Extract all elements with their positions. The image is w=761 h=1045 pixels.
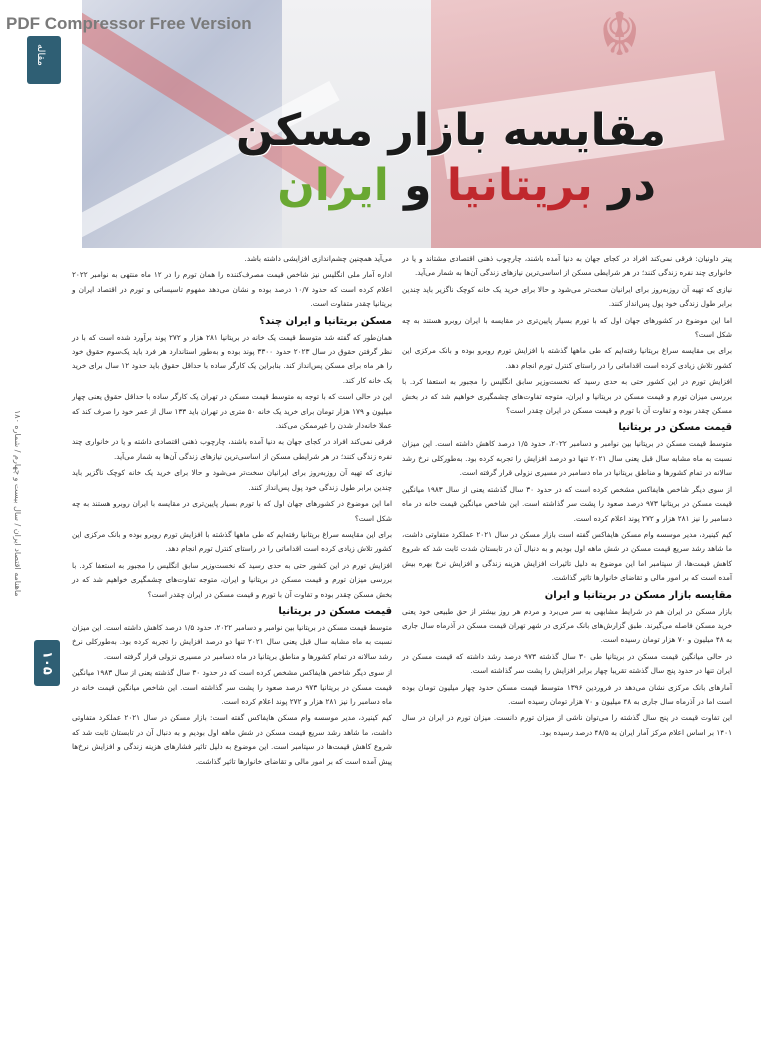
title-country-uk: بریتانیا [446, 160, 593, 211]
body-paragraph: نیازی که تهیه آن روزبه‌روز برای ایرانیان سخت‌تر می‌شود و حالا برای خرید یک خانه کوچک ناگزیر باید چندین برابر طول زندگی خود پول پس‌انداز کنند. [402, 284, 732, 309]
article-title-line2 [277, 160, 656, 211]
body-paragraph: اما این موضوع در کشورهای جهان اول که با تورم بسیار پایین‌تری در مقایسه با ایران روبرو هستند به چه شکل است؟ [402, 315, 732, 340]
body-paragraph: اداره آمار ملی انگلیس نیز شاخص قیمت مصرف‌کننده را همان تورم را در ۱۲ ماه منتهی به نوامبر ۲۰۲۲ اعلام کرده است که حدود ۱۰/۷ درصد بوده و نشان می‌دهد مفهوم تاسیساتی و تورم در اقتصاد ایران و بریتانیا چقدر متفاوت است. [72, 270, 392, 309]
page-number: ۱۰۵ [34, 640, 60, 686]
body-paragraph: برای این مقایسه سراغ بریتانیا رفته‌ایم که طی ماهها گذشته با افزایش تورم روبرو بوده و بانک مرکزی این کشور تلاش زیادی کرده است اقداماتی را در راستای کنترل تورم انجام دهد. [72, 529, 392, 554]
pdf-watermark: PDF Compressor Free Version [6, 14, 252, 33]
section-tab-label: مقاله [35, 44, 46, 66]
section-tab [27, 36, 61, 84]
body-paragraph: افزایش تورم در این کشور حتی به حدی رسید که نخست‌وزیر سابق انگلیس را مجبور به استعفا کرد. با بررسی میزان تورم و قیمت مسکن در بریتانیا و ایران، متوجه تفاوت‌های چشمگیری خواهیم شد که در بخش مسکن چقدر بوده و تفاوت آن با تورم و قیمت مسکن در ایران چقدر است؟ [402, 377, 732, 416]
article-title-line1: مقایسه بازار مسکن [235, 105, 666, 156]
body-paragraph: این در حالی است که با توجه به متوسط قیمت مسکن در تهران یک کارگر ساده با حداقل حقوق یعنی چهار میلیون و ۱۷۹ هزار تومان برای خرید یک خانه ۵۰ متری در تهران باید ۱۳۳ سال از عمر خود را صرف کند که عملا خانه‌دار شدن را غیرممکن می‌کند. [72, 392, 392, 431]
article-column-left [72, 252, 392, 771]
body-paragraph: متوسط قیمت مسکن در بریتانیا بین نوامبر و دسامبر ۲۰۲۲، حدود ۱/۵ درصد کاهش داشته است. این میزان نسبت به ماه مشابه سال قبل یعنی سال ۲۰۲۱ تنها دو درصد افزایش را تجربه کرده بود. به‌طورکلی نرخ رشد سالانه در تمام کشورها و مناطق بریتانیا در ماه دسامبر در مسیری نزولی قرار گرفته است. [72, 622, 392, 661]
body-paragraph: برای بی مقایسه سراغ بریتانیا رفته‌ایم که طی ماهها گذشته با افزایش تورم روبرو بوده و بانک مرکزی این کشور تلاش زیادی کرده است اقداماتی را در راستای کنترل تورم انجام دهد. [402, 346, 732, 370]
body-paragraph: از سوی دیگر شاخص هایفاکس مشخص کرده است که در حدود ۳۰ سال گذشته یعنی از سال ۱۹۸۳ میانگین قیمت مسکن در بریتانیا ۹۷۳ درصد صعود را پشت سر گذاشته است. این شاخص میانگین قیمت خانه در ماه دسامبر را نیز ۲۸۱ هزار و ۲۷۲ پوند اعلام کرده است. [402, 484, 732, 523]
title-conj: و [404, 160, 432, 211]
body-paragraph: پیتر داونیان: فرقی نمی‌کند افراد در کجای جهان به دنیا آمده باشند، چارچوب ذهنی اقتصادی مشتاند و یا در خانواری چند نفره زندگی کنند؛ در هر شرایطی مسکن از اساسی‌ترین نیازهای زندگی آن‌ها به شمار می‌آید. [402, 254, 732, 278]
body-paragraph: کیم کینیرد، مدیر موسسه وام مسکن هایفاکس گفته است بازار مسکن در سال ۲۰۲۱ عملکرد متفاوتی داشت، ما شاهد رشد سریع قیمت مسکن در شش ماهه اول بودیم و به دنبال آن در تابستان شدت ثابت شد که شروع کاهش قیمت‌ها، از سپتامبر اما این موضوع به دلیل تاثیرات افزایش هزینه زندگی و افزایش نرخ بهره بیش آمده است که بر امور مالی و تقاضای خانوارها تاثیر گذاشت. [402, 529, 732, 583]
body-paragraph: در حالی میانگین قیمت مسکن در بریتانیا طی ۳۰ سال گذشته ۹۷۳ درصد رشد داشته که قیمت مسکن در ایران تنها در حدود پنج سال گذشته تقریبا چهار برابر افزایش را پشت سر گذاشته است. [402, 651, 732, 676]
body-paragraph: نیازی که تهیه آن روزبه‌روز برای ایرانیان سخت‌تر می‌شود و حالا برای خرید یک خانه کوچک ناگزیر باید چندین برابر طول زندگی خود پول پس‌انداز کنند. [72, 468, 392, 492]
body-paragraph: همان‌طور که گفته شد متوسط قیمت یک خانه در بریتانیا ۲۸۱ هزار و ۲۷۲ پوند برآورد شده است که با در نظر گرفتن حقوق در سال ۲۰۲۳ حدود ۳۳۰۰ پوند بوده و به‌طور استاندارد هر فرد باید یک‌سوم حقوق خود را هر ماه برای مسکن پس‌انداز کند. بنابراین یک کارگر ساده با حداقل حقوق باید حدود ۱۲ سال برای خرید یک خانه کار کند. [72, 332, 392, 385]
body-paragraph: این تفاوت قیمت در پنج سال گذشته را می‌توان ناشی از میزان تورم دانست. میزان تورم در ایران در سال ۱۴۰۱ بر اساس اعلام مرکز آمار ایران به ۴۸/۵ درصد رسیده بود. [402, 713, 732, 737]
title-prefix: در [608, 160, 656, 211]
body-paragraph: متوسط قیمت مسکن در بریتانیا بین نوامبر و دسامبر ۲۰۲۲، حدود ۱/۵ درصد کاهش داشته است. این میزان نسبت به ماه مشابه سال قبل یعنی سال ۲۰۲۱ تنها دو درصد افزایش را تجربه کرده بود. به‌طورکلی نرخ رشد سالانه در تمام کشورها و مناطق بریتانیا در ماه دسامبر در مسیری نزولی قرار گرفته است. [402, 439, 732, 478]
article-column-right [402, 252, 732, 742]
body-paragraph: می‌آید همچنین چشم‌اندازی افزایشی داشته باشد. [244, 254, 392, 263]
body-paragraph: فرقی نمی‌کند افراد در کجای جهان به دنیا آمده باشند، چارچوب ذهنی اقتصادی داشته و یا در خانواری چند نفره زندگی کنند؛ در هر شرایطی مسکن از اساسی‌ترین نیازهای زندگی آن‌ها به شمار می‌آید. [72, 437, 392, 461]
body-paragraph: کیم کینیرد، مدیر موسسه وام مسکن هایفاکس گفته است: بازار مسکن در سال ۲۰۲۱ عملکرد متفاوتی داشت، ما شاهد رشد سریع قیمت مسکن در شش ماهه اول بودیم و به دنبال آن در تابستان ثابت شد که شروع کاهش قیمت‌ها در سپتامبر است. این موضوع به دلیل تاثیر فشارهای هزینه زندگی و افزایش نرخ‌ها پیش آمده است که بر امور مالی و تقاضای خانوارها تاثیر گذاشت. [72, 713, 393, 766]
magazine-side-strip: ماهنامه اقتصاد ایران / سال بیست و چهارم / شماره ۱۸۰ [13, 410, 22, 597]
body-paragraph: آمارهای بانک مرکزی نشان می‌دهد در فروردین ۱۳۹۶ متوسط قیمت مسکن حدود چهار میلیون تومان بوده است اما در آذرماه سال جاری به ۴۸ میلیون و ۷۰ هزار تومان رسیده است. [402, 682, 732, 706]
section-heading: مسکن بریتانیا و ایران چند؟ [259, 315, 392, 327]
body-paragraph: بازار مسکن در ایران هم در شرایط مشابهی به سر می‌برد و مردم هر روز بیشتر از حق طبیعی خود یعنی خرید مسکن فاصله می‌گیرند. طبق گزارش‌های بانک مرکزی در شهر تهران قیمت مسکن در آذرماه سال جاری به ۴۸ میلیون و ۷۰ هزار تومان رسیده است. [402, 606, 732, 645]
body-paragraph: اما این موضوع در کشورهای جهان اول که با تورم بسیار پایین‌تری در مقایسه با ایران روبرو هستند به چه شکل است؟ [72, 499, 392, 523]
body-paragraph: افزایش تورم در این کشور حتی به حدی رسید که نخست‌وزیر سابق انگلیس را مجبور به استعفا کرد. با بررسی میزان تورم و قیمت مسکن در بریتانیا و ایران، متوجه تفاوت‌های چشمگیری خواهیم شد که در بخش مسکن چقدر بوده و تفاوت آن با تورم و قیمت مسکن در ایران چقدر است؟ [72, 560, 392, 599]
title-country-iran: ایران [277, 160, 389, 211]
iran-emblem-icon: ☬ [598, 0, 641, 70]
section-heading: مقایسه بازار مسکن در بریتانیا و ایران [544, 589, 732, 601]
section-heading: قیمت مسکن در بریتانیا [278, 605, 392, 617]
body-paragraph: از سوی دیگر شاخص هایفاکس مشخص کرده است که در حدود ۳۰ سال گذشته یعنی از سال ۱۹۸۳ میانگین قیمت مسکن در بریتانیا ۹۷۳ درصد صعود را پشت سر گذاشته است. این شاخص میانگین قیمت خانه در ماه دسامبر را نیز ۲۸۱ هزار و ۲۷۲ پوند اعلام کرده است. [72, 668, 392, 706]
section-heading: قیمت مسکن در بریتانیا [618, 422, 732, 434]
